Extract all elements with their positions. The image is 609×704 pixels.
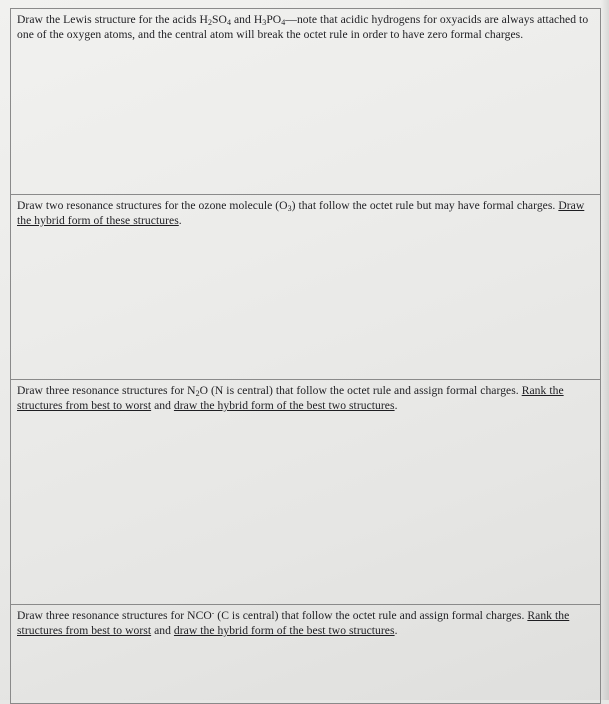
q4-superscript: - xyxy=(211,608,215,617)
q1-subscript-d: 4 xyxy=(281,18,286,27)
q2-text-a: Draw two resonance structures for the ozone molecule (O xyxy=(17,199,288,212)
question-box-2 xyxy=(10,194,601,380)
q3-text-a: Draw three resonance structures for N xyxy=(17,384,196,397)
q1-text-a: Draw the Lewis structure for the acids H xyxy=(17,13,208,26)
question-1-text xyxy=(11,9,600,42)
q3-text-c: and xyxy=(151,399,174,412)
q3-text-b: O (N is central) that follow the octet rule and assign formal charges. xyxy=(199,384,522,397)
question-2-text xyxy=(11,195,600,228)
q4-underlined-rank: Rank the structures from best to worst xyxy=(17,609,570,637)
question-4-text xyxy=(11,605,600,638)
q3-underlined-hybrid: draw the hybrid form of the best two structures xyxy=(173,399,395,412)
question-box-1 xyxy=(10,8,601,195)
q1-text-e: —note that acidic hydrogens for oxyacids are always attached to one of the oxygen atoms, and the central atom will break the octet rule in order to have zero formal charges. xyxy=(17,13,589,41)
q4-text-b: (C is central) that follow the octet rule and assign formal charges. xyxy=(214,609,528,622)
q4-underlined-hybrid: draw the hybrid form of the best two structures xyxy=(173,624,395,637)
q2-text-b: ) that follow the octet rule but may have formal charges. xyxy=(291,199,559,212)
q1-subscript-c: 3 xyxy=(262,18,267,27)
q1-text-d: PO xyxy=(266,13,282,26)
q2-underlined-instruction: Draw the hybrid form of these structures xyxy=(17,199,585,227)
q1-text-c: and H xyxy=(231,13,263,26)
q3-period: . xyxy=(394,399,398,412)
question-box-4 xyxy=(10,604,601,704)
q2-subscript: 3 xyxy=(287,204,292,213)
page-edge-shadow xyxy=(601,0,609,700)
q1-text-b: SO xyxy=(212,13,227,26)
q3-underlined-rank: Rank the structures from best to worst xyxy=(17,384,564,412)
q4-text-c: and xyxy=(151,624,174,637)
question-box-3 xyxy=(10,379,601,605)
question-3-text xyxy=(11,380,600,413)
q1-subscript-b: 4 xyxy=(226,18,232,27)
q2-period: . xyxy=(178,214,182,227)
q4-text-a: Draw three resonance structures for NCO xyxy=(17,609,212,622)
q3-subscript: 2 xyxy=(195,389,200,398)
q4-period: . xyxy=(394,624,398,637)
q1-subscript-a: 2 xyxy=(207,18,213,27)
